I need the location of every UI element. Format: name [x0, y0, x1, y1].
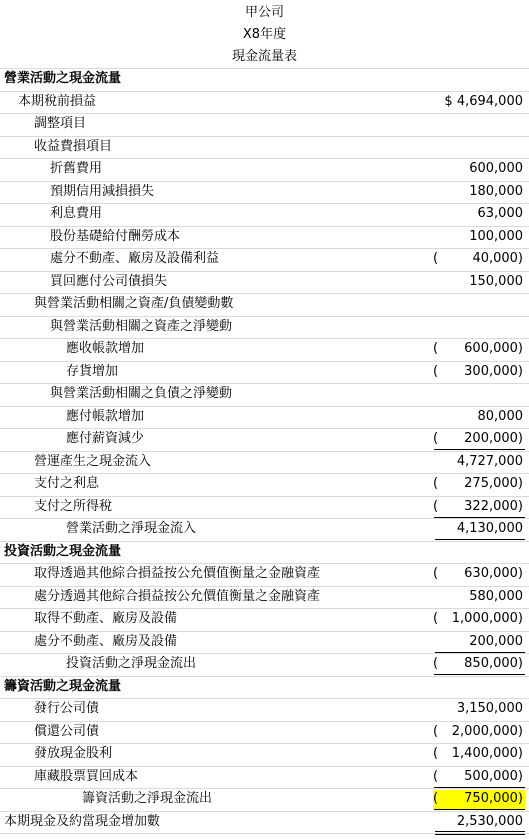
line-item-amount: 100,000 [469, 228, 523, 244]
line-item-label: 籌資活動之現金流量 [4, 678, 122, 694]
line-item-label: 取得透過其他綜合損益按公允價值衡量之金融資產 [34, 566, 321, 581]
line-item-label: 投資活動之現金流量 [4, 543, 122, 559]
line-item-amount: 200,000 [469, 633, 523, 649]
line-item-row [0, 293, 529, 315]
line-item-label: 與營業活動相關之資產/負債變動數 [34, 296, 234, 311]
line-item-amount: 630,000) [464, 566, 523, 581]
line-item-label: 籌資活動之淨現金流出 [82, 791, 213, 806]
line-item-amount: 2,000,000) [451, 723, 523, 739]
line-item-label: 處分不動產、廠房及設備 [34, 633, 178, 649]
line-item-amount: 150,000 [469, 273, 523, 289]
negative-paren: ( [433, 498, 439, 514]
line-item-amount: 600,000 [469, 161, 523, 176]
line-item-label: 處分透過其他綜合損益按公允價值衡量之金融資產 [34, 588, 321, 604]
line-item-label: 存貨增加 [66, 363, 119, 379]
line-item-row [0, 698, 529, 720]
line-item-label: 投資活動之淨現金流出 [66, 656, 197, 671]
negative-paren: ( [433, 251, 439, 266]
section-heading-row [0, 541, 529, 563]
negative-paren: ( [433, 746, 439, 761]
line-item-label: 處分不動產、廠房及設備利益 [50, 251, 220, 266]
line-item-label: 股份基礎給付酬勞成本 [50, 228, 181, 244]
company-name: 甲公司 [244, 5, 284, 20]
line-item-label: 本期現金及約當現金增加數 [4, 813, 161, 829]
line-item-row [0, 766, 529, 788]
line-item-row [0, 248, 529, 270]
line-item-label: 預期信用減損損失 [50, 183, 155, 199]
line-item-row [0, 113, 529, 135]
line-item-amount: 1,000,000) [451, 611, 523, 626]
line-item-row [0, 361, 529, 383]
line-item-row [0, 406, 529, 428]
line-item-amount: 322,000) [464, 498, 523, 514]
line-item-label: 應付帳款增加 [66, 408, 145, 424]
line-item-amount: 180,000 [469, 183, 523, 199]
line-item-amount: 600,000) [464, 341, 523, 356]
line-item-label: 與營業活動相關之資產之淨變動 [50, 318, 233, 334]
line-item-row [0, 653, 529, 675]
line-item-label: 利息費用 [50, 206, 103, 221]
negative-paren: ( [433, 656, 439, 671]
line-item-label: 應付薪資減少 [66, 431, 145, 446]
line-item-row [0, 428, 529, 450]
line-item-label: 調整項目 [34, 116, 87, 131]
line-item-row [0, 203, 529, 225]
negative-paren: ( [433, 341, 439, 356]
line-item-amount: 580,000 [469, 588, 523, 604]
double-underline [435, 834, 525, 835]
line-item-row [0, 608, 529, 630]
line-item-row [0, 91, 529, 113]
line-item-amount: 40,000) [472, 251, 523, 266]
line-item-row [0, 271, 529, 293]
line-item-amount: 63,000 [477, 206, 523, 221]
line-item-amount: 200,000) [464, 431, 523, 446]
negative-paren: ( [433, 611, 439, 626]
negative-paren: ( [433, 723, 439, 739]
line-item-amount: 80,000 [477, 408, 523, 424]
line-item-label: 發行公司債 [34, 701, 100, 716]
line-item-label: 收益費損項目 [34, 138, 113, 154]
line-item-row [0, 316, 529, 338]
fiscal-year: X8年度 [242, 27, 287, 42]
line-item-row [0, 136, 529, 158]
line-item-row [0, 721, 529, 743]
line-item-row [0, 338, 529, 360]
line-item-row [0, 563, 529, 585]
line-item-label: 庫藏股票買回成本 [34, 768, 139, 784]
line-item-row [0, 811, 529, 833]
statement-title: 現金流量表 [231, 49, 297, 64]
negative-paren: ( [433, 476, 439, 491]
line-item-row [0, 518, 529, 540]
line-item-row [0, 226, 529, 248]
line-item-label: 取得不動產、廠房及設備 [34, 611, 178, 626]
line-item-label: 支付之利息 [34, 476, 100, 491]
section-heading-row [0, 68, 529, 90]
line-item-amount: 750,000) [464, 791, 523, 806]
line-item-amount: 500,000) [464, 768, 523, 784]
line-item-row [0, 158, 529, 180]
line-item-row [0, 473, 529, 495]
line-item-row [0, 496, 529, 518]
negative-paren: ( [433, 768, 439, 784]
negative-paren: ( [433, 363, 439, 379]
line-item-label: 償還公司債 [34, 723, 100, 739]
line-item-label: 折舊費用 [50, 161, 103, 176]
line-item-label: 支付之所得稅 [34, 498, 113, 514]
negative-paren: ( [433, 566, 439, 581]
line-item-amount: 2,530,000 [456, 813, 523, 829]
line-item-label: 與營業活動相關之負債之淨變動 [50, 386, 233, 401]
negative-paren: ( [433, 791, 439, 806]
line-item-amount: 4,130,000 [456, 521, 523, 536]
line-item-amount: $ 4,694,000 [444, 93, 523, 109]
line-item-row [0, 743, 529, 765]
line-item-row [0, 181, 529, 203]
total-underline [435, 831, 525, 832]
line-item-label: 營業活動之淨現金流入 [66, 521, 197, 536]
line-item-label: 本期稅前損益 [18, 93, 97, 109]
line-item-row [0, 586, 529, 608]
line-item-row [0, 788, 529, 810]
section-heading-row [0, 676, 529, 698]
line-item-amount: 275,000) [464, 476, 523, 491]
line-item-row [0, 451, 529, 473]
negative-paren: ( [433, 431, 439, 446]
line-item-amount: 3,150,000 [456, 701, 523, 716]
line-item-row [0, 631, 529, 653]
line-item-label: 應收帳款增加 [66, 341, 145, 356]
line-item-label: 營業活動之現金流量 [4, 71, 122, 86]
line-item-amount: 850,000) [464, 656, 523, 671]
line-item-label: 營運產生之現金流入 [34, 453, 152, 469]
line-item-label: 買回應付公司債損失 [50, 273, 168, 289]
line-item-amount: 1,400,000) [451, 746, 523, 761]
line-item-amount: 4,727,000 [456, 453, 523, 469]
line-item-amount: 300,000) [464, 363, 523, 379]
line-item-label: 發放現金股利 [34, 746, 113, 761]
line-item-row [0, 383, 529, 405]
